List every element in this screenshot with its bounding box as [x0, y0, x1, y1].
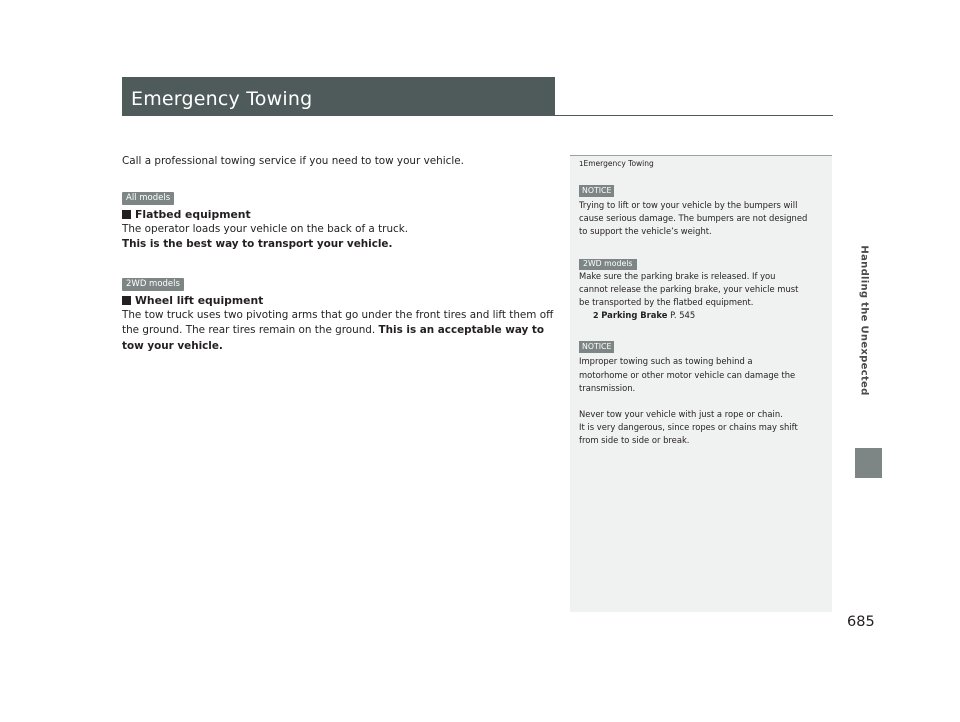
reference-arrow-icon: 2: [593, 311, 599, 321]
notice-badge: NOTICE: [579, 185, 614, 197]
reference-title[interactable]: Parking Brake: [601, 310, 668, 321]
section-bold-text: This is the best way to transport your vehicle.: [122, 238, 393, 250]
section-text: The operator loads your vehicle on the back of a truck.: [122, 222, 409, 235]
notice-badge: NOTICE: [579, 341, 614, 353]
section-text: the ground. The rear tires remain on the ground.: [122, 324, 376, 336]
sidebar-title: [579, 159, 654, 168]
notice-line: to support the vehicle’s weight.: [579, 226, 712, 237]
section-heading: [122, 207, 557, 222]
note-line: be transported by the flatbed equipment.: [579, 297, 754, 308]
chapter-tab-marker: [855, 448, 882, 478]
notice-line: cause serious damage. The bumpers are not designed: [579, 213, 808, 224]
notice-line: Trying to lift or tow your vehicle by the bumpers will: [579, 200, 798, 210]
sidebar-header: [570, 155, 832, 169]
model-badge: 2WD models: [122, 278, 184, 291]
section-flatbed: [122, 185, 557, 253]
notice-line: Improper towing such as towing behind a: [579, 356, 753, 367]
sidebar-body: [579, 178, 829, 448]
sidebar-title-text: Emergency Towing: [583, 159, 654, 168]
notice-block: [579, 334, 829, 395]
twowd-note: [579, 251, 829, 323]
cross-reference[interactable]: [579, 309, 829, 322]
section-heading-text: Flatbed equipment: [135, 207, 251, 221]
notice-line: transmission.: [579, 382, 636, 393]
main-content: [122, 154, 557, 354]
note-line: from side to side or break.: [579, 435, 690, 446]
bullet-square-icon: [122, 210, 131, 219]
model-badge: All models: [122, 192, 174, 205]
reference-marker-icon: 1: [579, 160, 584, 168]
reference-page[interactable]: P. 545: [670, 310, 696, 321]
notice-text: [579, 355, 829, 395]
notice-text: [579, 199, 829, 239]
sidebar-note: [570, 155, 832, 612]
notice-line: motorhome or other motor vehicle can damage the: [579, 369, 796, 380]
section-text-line: [122, 323, 557, 339]
section-bold-text: tow your vehicle.: [122, 339, 223, 352]
chapter-tab-label: Handling the Unexpected: [858, 244, 870, 396]
page-title: Emergency Towing: [131, 88, 313, 110]
closing-note: [579, 408, 829, 448]
model-badge: 2WD models: [579, 259, 637, 270]
chapter-tab: [839, 195, 889, 445]
section-heading-text: Wheel lift equipment: [135, 293, 264, 307]
note-line: cannot release the parking brake, your vehicle must: [579, 283, 799, 294]
section-heading: [122, 293, 557, 308]
title-bar: [122, 77, 555, 116]
intro-text: Call a professional towing service if you need to tow your vehicle.: [122, 155, 464, 167]
note-line: Never tow your vehicle with just a rope or chain.: [579, 409, 783, 420]
note-line: Make sure the parking brake is released. If you: [579, 270, 776, 281]
section-bold-text: This is an acceptable way to: [378, 324, 545, 336]
page-number: 685: [847, 614, 875, 630]
note-line: It is very dangerous, since ropes or chains may shift: [579, 422, 798, 433]
section-wheel-lift: [122, 271, 557, 355]
section-text-line: The tow truck uses two pivoting arms that go under the front tires and lift them off: [122, 308, 554, 321]
bullet-square-icon: [122, 296, 131, 305]
title-rule: [122, 115, 833, 116]
